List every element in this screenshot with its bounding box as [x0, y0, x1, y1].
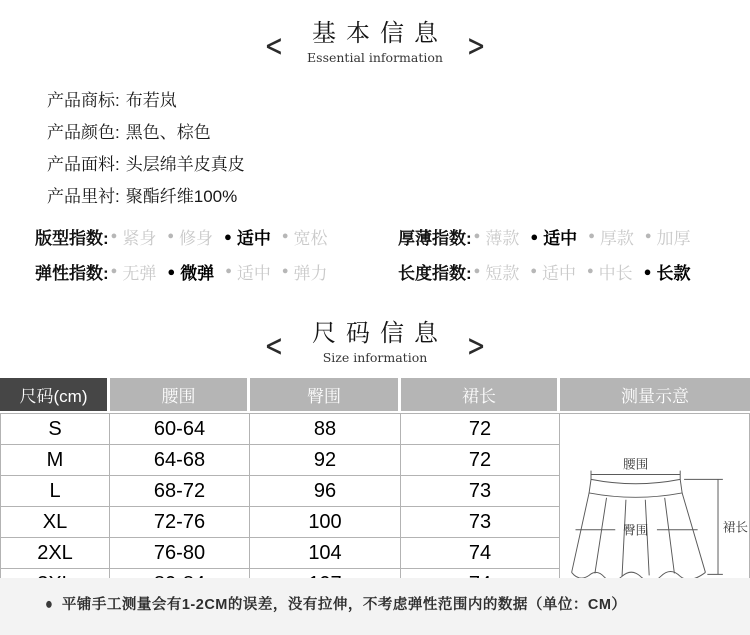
size-info-title-block: [302, 313, 448, 365]
table-cell: L: [1, 476, 110, 507]
header-measure-diagram: 测量示意: [560, 378, 750, 411]
option-slim: ● 修身: [167, 229, 213, 248]
table-cell: 88: [250, 414, 401, 445]
product-attributes: [47, 82, 750, 210]
measurement-note: [0, 578, 750, 635]
table-cell: 73: [401, 476, 560, 507]
option-dot-icon: ●: [586, 265, 594, 277]
waist-label: 腰围: [623, 457, 649, 472]
measurement-note-text: 平铺手工测量会有1-2CM的误差，没有拉伸，不考虑弹性范围内的数据（单位：CM）: [61, 597, 627, 613]
index-row-fit: [35, 219, 398, 254]
option-tight: ● 紧身: [110, 229, 157, 248]
option-short: ● 短款: [473, 264, 520, 283]
option-medium-stretch: ● 适中: [225, 264, 271, 283]
table-cell: 72: [401, 414, 560, 445]
option-mid-long: ● 中长: [586, 264, 633, 283]
header-waist: 腰围: [110, 378, 250, 411]
option-dot-icon: ●: [281, 265, 289, 277]
table-cell: 73: [401, 507, 560, 538]
size-info-title: 尺码信息: [312, 319, 448, 347]
option-dot-icon: ●: [530, 265, 537, 277]
index-row-length: [398, 254, 750, 289]
option-dot-icon: ●: [530, 229, 539, 244]
basic-info-title: 基本信息: [312, 19, 448, 47]
index-label: 版型指数:: [35, 229, 109, 248]
length-label: 裙长: [722, 520, 749, 535]
table-cell: 104: [250, 538, 401, 569]
option-dot-icon: ●: [223, 229, 232, 244]
attribute-value: 布若岚: [125, 90, 177, 110]
table-cell: 64-68: [110, 445, 250, 476]
right-angle-icon: >: [468, 326, 485, 366]
option-extra-thick: ● 加厚: [644, 229, 691, 248]
right-angle-icon: >: [468, 26, 485, 66]
size-info-header: [0, 289, 750, 365]
table-cell: S: [1, 414, 110, 445]
left-angle-icon: <: [265, 26, 282, 66]
size-info-subtitle: Size information: [322, 350, 428, 365]
size-table-header: [0, 378, 750, 411]
option-dot-icon: ●: [167, 264, 176, 279]
attribute-value: 黑色、棕色: [125, 122, 211, 142]
basic-info-subtitle: Essential information: [307, 50, 443, 65]
header-skirt-length: 裙长: [401, 378, 560, 411]
option-regular-length: ● 适中: [530, 264, 576, 283]
table-cell: 74: [401, 538, 560, 569]
option-dot-icon: ●: [110, 265, 118, 277]
left-angle-icon: <: [265, 326, 282, 366]
table-cell: XL: [1, 507, 110, 538]
attribute-value: 头层绵羊皮真皮: [125, 154, 245, 174]
option-no-stretch: ● 无弹: [110, 264, 157, 283]
index-grid: [35, 219, 750, 289]
table-cell: 92: [250, 445, 401, 476]
option-slight-stretch-selected: ● 微弹: [167, 264, 215, 283]
option-dot-icon: ●: [644, 230, 652, 242]
attribute-row-fabric: [47, 146, 750, 178]
table-cell: M: [1, 445, 110, 476]
table-cell: 72-76: [110, 507, 250, 538]
attribute-label: 产品里衬:: [47, 186, 120, 206]
index-label: 弹性指数:: [35, 264, 109, 283]
attribute-row-lining: [47, 178, 750, 210]
attribute-label: 产品颜色:: [47, 122, 120, 142]
option-thin: ● 薄款: [473, 229, 520, 248]
option-stretchy: ● 弹力: [281, 264, 328, 283]
attribute-label: 产品面料:: [47, 154, 120, 174]
attribute-row-color: [47, 114, 750, 146]
table-cell: 2XL: [1, 538, 110, 569]
index-row-elasticity: [35, 254, 398, 289]
hip-label: 臀围: [623, 523, 649, 538]
skirt-diagram-drawing: [560, 456, 750, 590]
option-dot-icon: ●: [473, 230, 481, 242]
bullet-icon: ●: [45, 594, 53, 613]
option-long-selected: ● 长款: [643, 264, 691, 283]
option-dot-icon: ●: [110, 230, 118, 242]
option-dot-icon: ●: [167, 230, 174, 242]
option-dot-icon: ●: [225, 265, 232, 277]
table-cell: 76-80: [110, 538, 250, 569]
table-cell: 68-72: [110, 476, 250, 507]
option-medium-selected: ● 适中: [530, 229, 578, 248]
index-row-thickness: [398, 219, 750, 254]
table-cell: 60-64: [110, 414, 250, 445]
header-size: 尺码(cm): [0, 378, 110, 411]
option-dot-icon: ●: [643, 264, 652, 279]
basic-info-title-block: [302, 13, 448, 65]
basic-info-header: [0, 0, 750, 65]
table-cell: 96: [250, 476, 401, 507]
option-dot-icon: ●: [588, 230, 595, 242]
header-hip: 臀围: [250, 378, 401, 411]
index-label: 厚薄指数:: [398, 229, 472, 248]
option-dot-icon: ●: [281, 230, 289, 242]
option-loose: ● 宽松: [281, 229, 328, 248]
attribute-value: 聚酯纤维100%: [125, 186, 238, 206]
option-dot-icon: ●: [473, 265, 481, 277]
attribute-row-brand: [47, 82, 750, 114]
table-cell: 100: [250, 507, 401, 538]
option-thick: ● 厚款: [588, 229, 634, 248]
index-label: 长度指数:: [398, 264, 472, 283]
attribute-label: 产品商标:: [47, 90, 120, 110]
option-regular-selected: ● 适中: [223, 229, 271, 248]
table-cell: 72: [401, 445, 560, 476]
